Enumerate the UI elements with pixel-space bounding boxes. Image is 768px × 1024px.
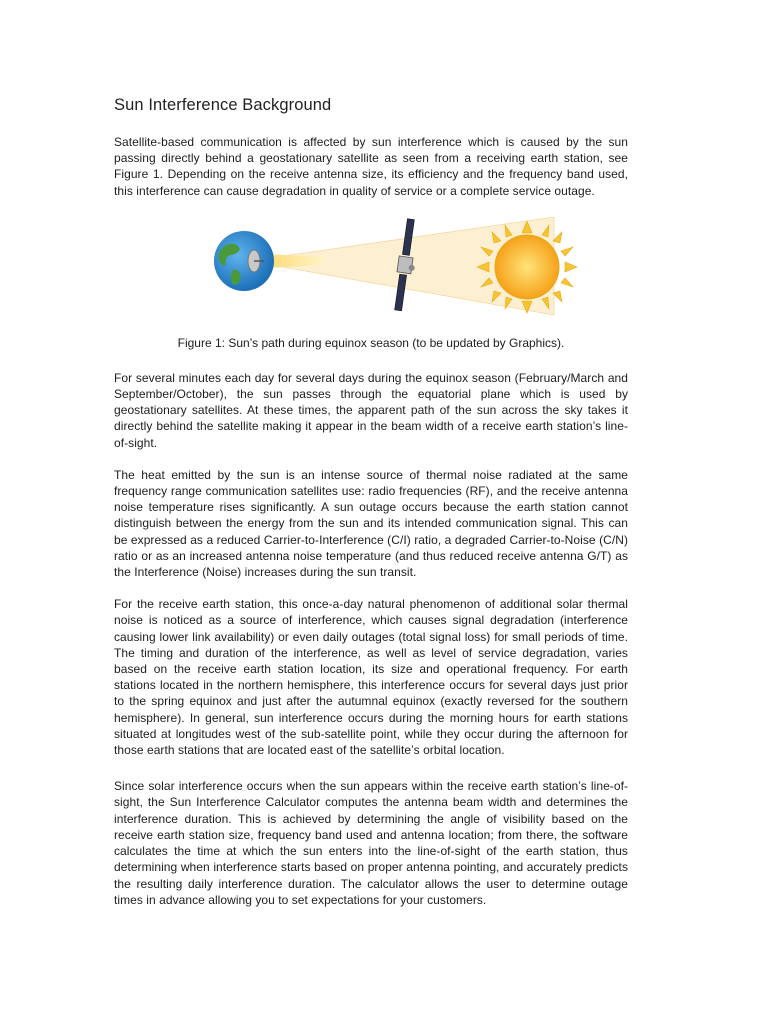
paragraph-intro: Satellite-based communication is affected by sun interference which is caused by the sun passing directly behind a geostationary satellite as seen from a receiving earth station, see Figure 1. Depending on the receive antenna size, its efficiency and the frequency band used, this interference can cause degradation in quality of service or a complete service outage.: [114, 135, 628, 198]
paragraph-receive-station: For the receive earth station, this once-a-day natural phenomenon of additional solar thermal noise is noticed as a source of interference, which causes signal degradation (interference causing lower link availability) or even daily outages (total signal loss) for small periods of time. The timing and duration of the interference, as well as level of service degradation, varies based on the receive earth station location, its size and operational frequency. For earth stations located in the northern hemisphere, this interference occurs for several days just prior to the spring equinox and just after the autumnal equinox (exactly reversed for the southern hemisphere). In general, sun interference occurs during the morning hours for earth stations situated at longitudes west of the sub-satellite point, while they occur during the afternoon for those earth stations that are located east of the satellite’s orbital location.: [114, 597, 628, 758]
figure-caption: Figure 1: Sun’s path during equinox season (to be updated by Graphics).: [177, 335, 565, 350]
section-heading: Sun Interference Background: [114, 96, 332, 114]
document-page: [114, 96, 628, 908]
sun-interference-diagram: [114, 217, 628, 317]
earth-icon: [214, 231, 274, 291]
paragraph-equinox: For several minutes each day for several days during the equinox season (February/March and September/October), the sun passes through the equatorial plane which is used by geostationary satellites. At these times, the apparent path of the sun across the sky takes it directly behind the satellite making it appear in the beam width of a receive earth station’s line-of-sight.: [114, 370, 628, 450]
paragraph-calculator: Since solar interference occurs when the sun appears within the receive earth station’s line-of-sight, the Sun Interference Calculator computes the antenna beam width and determines the interference duration. This is achieved by determining the angle of visibility based on the receive earth station size, frequency band used and antenna location; from there, the software calculates the time at which the sun enters into the line-of-sight of the earth station, thus determining when interference starts based on proper antenna pointing, and accurately predicts the resulting daily interference duration. The calculator allows the user to determine outage times in advance allowing you to set expectations for your customers.: [114, 779, 628, 907]
figure-sun-path: [114, 217, 628, 317]
paragraph-thermal-noise: The heat emitted by the sun is an intense source of thermal noise radiated at the same frequency range communication satellites use: radio frequencies (RF), and the receive antenna noise temperature rises significantly. A sun outage occurs because the earth station cannot distinguish between the energy from the sun and its intended communication signal. This can be expressed as a reduced Carrier-to-Interference (C/I) ratio, a degraded Carrier-to-Noise (C/N) ratio or as an increased antenna noise temperature (and thus reduced receive antenna G/T) as the Interference (Noise) increases during the sun transit.: [114, 467, 628, 580]
